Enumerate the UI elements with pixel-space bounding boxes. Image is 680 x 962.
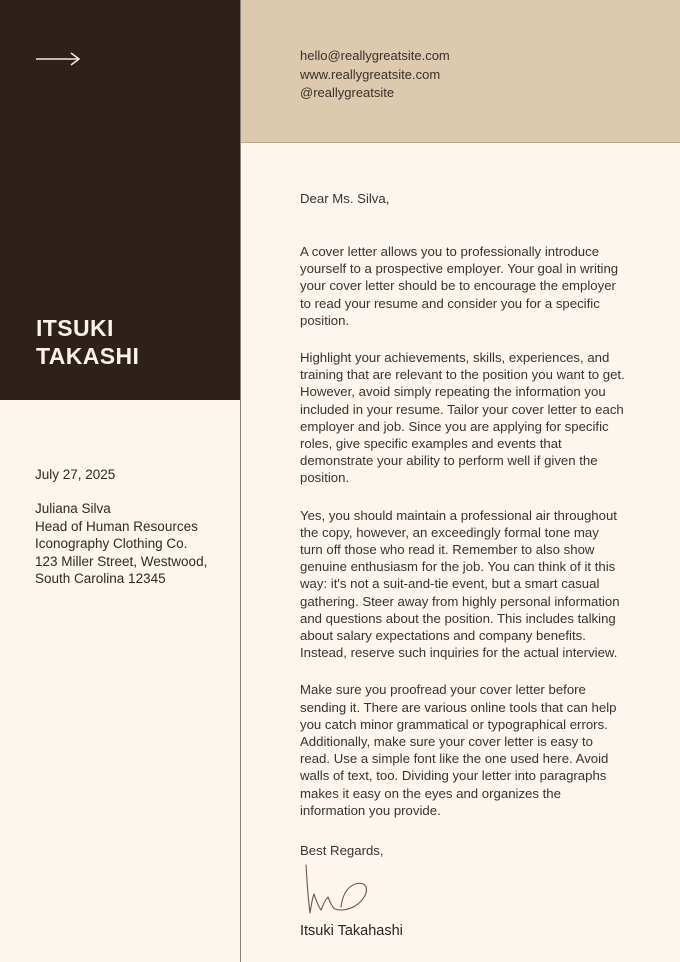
letter-date: July 27, 2025 (35, 467, 116, 482)
signature-name: Itsuki Takahashi (300, 923, 403, 940)
contact-header-band (241, 0, 680, 143)
recipient-address (35, 500, 235, 588)
sidebar (0, 0, 240, 962)
handwritten-signature (302, 861, 392, 921)
contact-website[interactable]: www.reallygreatsite.com (300, 66, 441, 82)
contact-social-handle[interactable]: @reallygreatsite (300, 85, 395, 100)
body-paragraph-3: Yes, you should maintain a professional air throughout the copy, however, an exceedingly formal tone may turn off those who read it. Remember to also show genuine enthusiasm for the job. You can think of it this way: it's not a suit-and-tie event, but a smart casual gathering. Steer away from highly personal information and questions about the position. This includes talking about salary expectations and company benefits. Instead, reserve such inquiries for the actual interview. (300, 507, 620, 661)
contact-email[interactable]: hello@reallygreatsite.com (300, 48, 450, 63)
contact-details (300, 47, 450, 103)
recipient-company: Iconography Clothing Co. (35, 536, 188, 552)
sidebar-dark-panel (0, 0, 240, 400)
author-name-line-1: ITSUKI (36, 315, 114, 341)
body-paragraph-4: Make sure you proofread your cover letter before sending it. There are various online tools that can help you catch minor grammatical or typographical errors. Additionally, make sure your cover letter is easy to read. Use a simple font like the one used here. Avoid walls of text, too. Dividing your letter into paragraphs makes it easy on the eyes and organizes the information you provide. (300, 682, 617, 818)
letter-body (300, 190, 625, 940)
salutation: Dear Ms. Silva, (300, 191, 390, 206)
author-name-line-2: TAKASHI (36, 343, 140, 369)
recipient-street: 123 Miller Street, Westwood, (35, 553, 208, 569)
author-name (36, 314, 226, 370)
recipient-city-state: South Carolina 12345 (35, 571, 166, 587)
body-paragraph-2: Highlight your achievements, skills, experiences, and training that are relevant to the position you want to get. However, avoid simply repeating the information you included in your resume. Tailor your cover letter to each employer and job. Since you are applying for specific roles, give specific examples and events that demonstrate your ability to perform well if given the position. (300, 350, 625, 486)
arrow-right-icon (36, 50, 82, 68)
letter-column (241, 0, 680, 962)
recipient-name: Juliana Silva (35, 501, 111, 516)
body-paragraph-1: A cover letter allows you to professionally introduce yourself to a prospective employer. Your goal in writing your cover letter should be to encourage the employer to read your resume and consider you for a specific position. (300, 244, 619, 328)
closing-line: Best Regards, (300, 843, 384, 859)
recipient-title: Head of Human Resources (35, 518, 198, 534)
